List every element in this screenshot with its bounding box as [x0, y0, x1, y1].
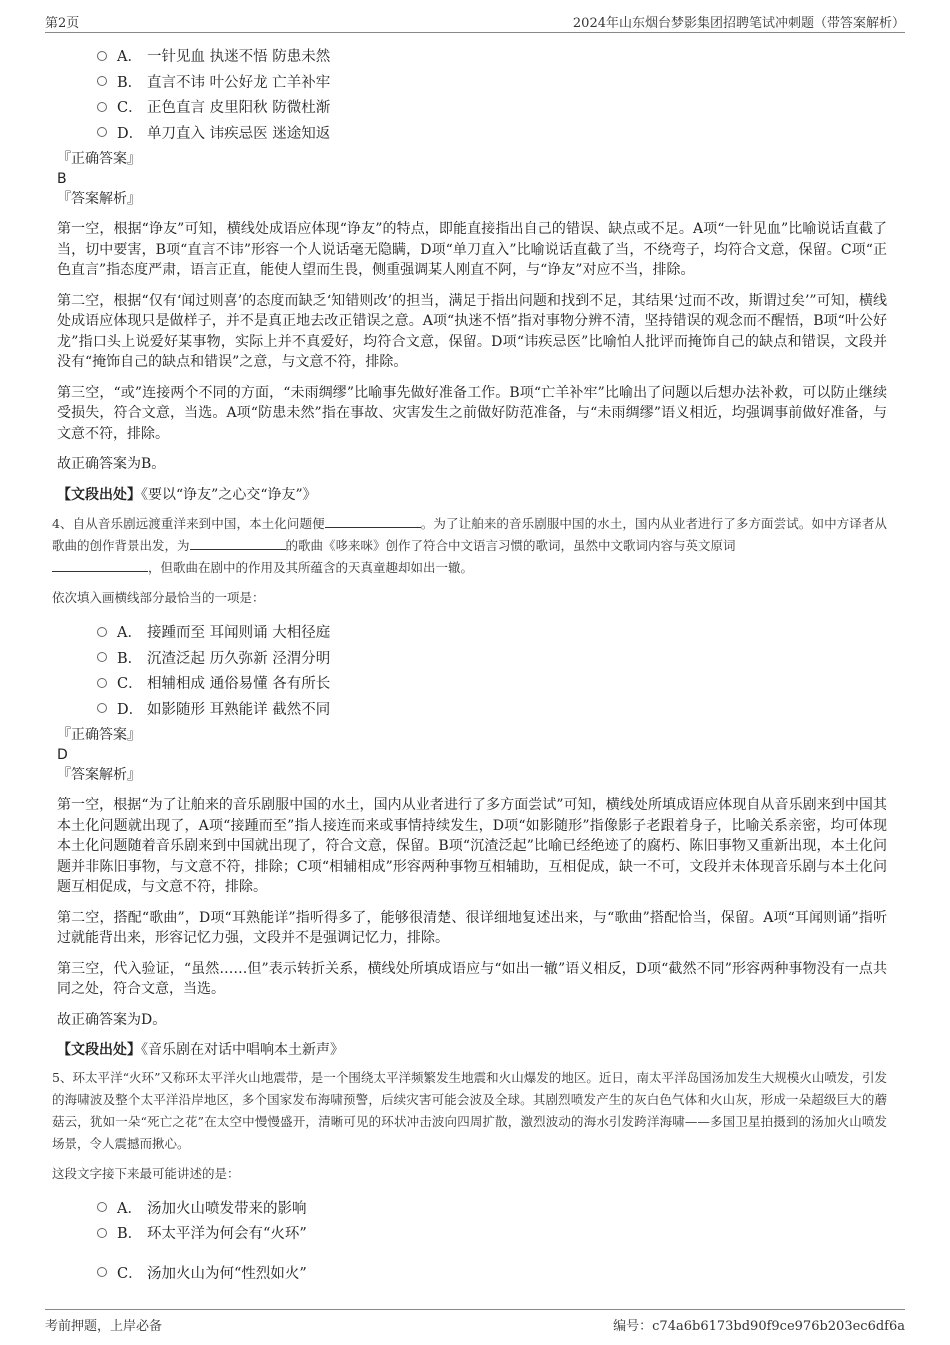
page-footer [45, 1309, 905, 1334]
q4-options [97, 619, 887, 721]
answer-label: 『正确答案』 [57, 727, 141, 743]
q3-option-a[interactable]: A． 一针见血 执迷不悟 防患未然 [97, 43, 887, 69]
q4-option-b[interactable]: B． 沉渣泛起 历久弥新 泾渭分明 [97, 645, 887, 671]
q5-options [97, 1195, 887, 1286]
q4-option-d[interactable]: D． 如影随形 耳熟能详 截然不同 [97, 696, 887, 722]
q3-option-d[interactable]: D． 单刀直入 讳疾忌医 迷途知返 [97, 120, 887, 146]
q5-option-c[interactable]: C． 汤加火山为何“性烈如火” [97, 1260, 887, 1286]
q4-stem: 4、自从音乐剧远渡重洋来到中国，本土化问题便 。为了让舶来的音乐剧服中国的水土，国内从业者进行了多方面尝试。如中方译者从歌曲的创作背景出发，为 的歌曲《哆来咪》创作了符合中文语言习惯的歌词，虽然中文歌词内容与英文原词 ，但歌曲在剧中的作用及其所蕴含的天真童趣却如出一辙。 [52, 513, 887, 579]
radio-icon[interactable] [97, 703, 107, 713]
q4-prompt: 依次填入画横线部分最恰当的一项是： [52, 590, 265, 605]
radio-icon[interactable] [97, 102, 107, 112]
radio-icon[interactable] [97, 652, 107, 662]
q3-analysis-1: 第一空，根据“诤友”可知，横线处成语应体现“诤友”的特点，即能直接指出自己的错误、缺点或不足。A项“一针见血”比喻说话直截了当，切中要害，B项“直言不讳”形容一个人说话毫无隐瞒，D项“单刀直入”比喻说话直截了当，不绕弯子，均符合文意，保留。C项“正色直言”指态度严肃，语言正直，能使人望而生畏，侧重强调某人刚直不阿，与“诤友”对应不当，排除。 [57, 221, 887, 278]
page-header [45, 10, 905, 33]
document-body [52, 42, 887, 1285]
q4-analysis-3: 第三空，代入验证，“虽然……但”表示转折关系，横线处所填成语应与“如出一辙”语义相反，D项“截然不同”形容两种事物没有一点共同之处，符合文意，当选。 [57, 960, 887, 997]
document-title: 2024年山东烟台梦影集团招聘笔试冲刺题（带答案解析） [572, 16, 905, 31]
q4-source: 【文段出处】《音乐剧在对话中唱响本土新声》 [57, 1042, 344, 1058]
q3-source: 【文段出处】《要以“诤友”之心交“诤友”》 [57, 486, 317, 503]
radio-icon[interactable] [97, 1267, 107, 1277]
q4-conclusion: 故正确答案为D。 [57, 1011, 167, 1028]
q4-option-a[interactable]: A． 接踵而至 耳闻则诵 大相径庭 [97, 619, 887, 645]
radio-icon[interactable] [97, 627, 107, 637]
document-id: 编号：c74a6b6173bd90f9ce976b203ec6df6a [613, 1319, 905, 1334]
answer-label: 『正确答案』 [57, 151, 141, 167]
q3-options [97, 43, 887, 145]
blank-1 [325, 513, 421, 528]
q4-analysis-1: 第一空，根据“为了让舶来的音乐剧服中国的水土，国内从业者进行了多方面尝试”可知，横线处所填成语应体现自从音乐剧来到中国其本土化问题就出现了，A项“接踵而至”指人接连而来或事情持续发生，D项“如影随形”指像影子老跟着身子，比喻关系亲密，均可体现本土化问题随着音乐剧来到中国就出现了，符合文意，保留。B项“沉渣泛起”比喻已经绝迹了的腐朽、陈旧事物又重新出现，本土化问题并非陈旧事物，与文意不符，排除；C项“相辅相成”形容两种事物互相辅助，互相促成，缺一不可，文段并未体现音乐剧与本土化问题互相促成，与文意不符，排除。 [57, 797, 887, 895]
blank-2 [190, 535, 286, 550]
page-number: 第2页 [45, 16, 80, 31]
radio-icon[interactable] [97, 76, 107, 86]
q4-answer: D [57, 747, 68, 763]
q5-option-b[interactable]: B． 环太平洋为何会有“火环” [97, 1220, 887, 1246]
q5-stem: 5、环太平洋“火环”又称环太平洋火山地震带，是一个围绕太平洋频繁发生地震和火山爆发的地区。近日，南太平洋岛国汤加发生大规模火山喷发，引发的海啸波及整个太平洋沿岸地区，多个国家发布海啸预警，后续灾害可能会波及全球。其剧烈喷发产生的灰白色气体和火山灰，形成一朵超级巨大的蘑菇云，犹如一朵“死亡之花”在太空中慢慢盛开，清晰可见的环状冲击波向四周扩散，激烈波动的海水引发跨洋海啸——多国卫星拍摄到的汤加火山喷发场景，令人震撼而揪心。 [52, 1069, 887, 1151]
q3-option-c[interactable]: C． 正色直言 皮里阳秋 防微杜渐 [97, 94, 887, 120]
q4-analysis-2: 第二空，搭配“歌曲”，D项“耳熟能详”指听得多了，能够很清楚、很详细地复述出来，与“歌曲”搭配恰当，保留。A项“耳闻则诵”指听过就能背出来，形容记忆力强，文段并不是强调记忆力，排除。 [57, 909, 887, 946]
q5-option-a[interactable]: A． 汤加火山喷发带来的影响 [97, 1195, 887, 1221]
radio-icon[interactable] [97, 678, 107, 688]
q4-option-c[interactable]: C． 相辅相成 通俗易懂 各有所长 [97, 670, 887, 696]
q3-analysis-2: 第二空，根据“仅有‘闻过则喜’的态度而缺乏‘知错则改’的担当，满足于指出问题和找到不足，其结果‘过而不改，斯谓过矣’”可知，横线处成语应体现只是做样子，并不是真正地去改正错误之意。A项“执迷不悟”指对事物分辨不清，坚持错误的观念而不醒悟，B项“叶公好龙”指口头上说爱好某事物，实际上并不真爱好，均符合文意，保留。D项“讳疾忌医”比喻怕人批评而掩饰自己的缺点和错误，文段并没有“掩饰自己的缺点和错误”之意，与文意不符，排除。 [57, 292, 887, 370]
radio-icon[interactable] [97, 1228, 107, 1238]
q3-conclusion: 故正确答案为B。 [57, 456, 166, 472]
q3-option-b[interactable]: B． 直言不讳 叶公好龙 亡羊补牢 [97, 69, 887, 95]
radio-icon[interactable] [97, 127, 107, 137]
q5-prompt: 这段文字接下来最可能讲述的是： [52, 1165, 240, 1181]
q3-analysis-3: 第三空，“或”连接两个不同的方面，“未雨绸缪”比喻事先做好准备工作。B项“亡羊补牢”比喻出了问题以后想办法补救，可以防止继续受损失，符合文意，当选。A项“防患未然”指在事故、灾害发生之前做好防范准备，与“未雨绸缪”语义相近，均强调事前做好准备，与文意不符，排除。 [57, 384, 887, 442]
analysis-label: 『答案解析』 [57, 191, 141, 207]
q3-answer: B [57, 171, 67, 187]
radio-icon[interactable] [97, 51, 107, 61]
footer-slogan: 考前押题，上岸必备 [45, 1319, 163, 1334]
blank-3 [52, 557, 148, 572]
analysis-label: 『答案解析』 [57, 767, 141, 783]
radio-icon[interactable] [97, 1202, 107, 1212]
